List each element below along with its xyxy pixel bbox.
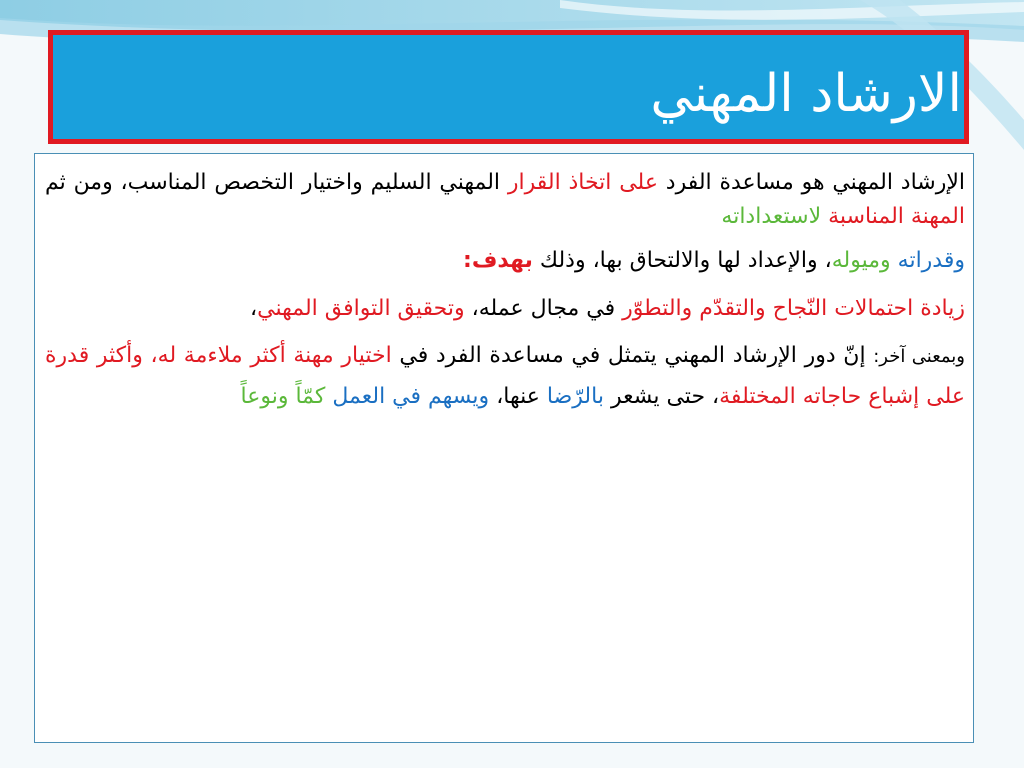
p2-text-b: في مجال عمله، [471, 296, 616, 321]
p3-text-e: ، حتى يشعر [610, 384, 720, 409]
p3-text-g: عنها، [496, 384, 540, 409]
p1-emphasis-aptitudes: لاستعداداته [721, 204, 822, 229]
p2-emphasis-success: زيادة احتمالات النّجاح والتقدّم والتطوّر [622, 296, 965, 321]
p3-emphasis-contribute: ويسهم في العمل [332, 384, 490, 409]
paragraph-definition [45, 166, 965, 278]
paragraph-meaning [45, 336, 965, 417]
paragraph-goal [45, 292, 965, 326]
p1-emphasis-inclinations: وميوله [831, 248, 891, 273]
p1-emphasis-profession: المهنة المناسبة [828, 204, 965, 229]
p3-emphasis-quantity-quality: كمّاً ونوعاً [240, 384, 326, 409]
p1-emphasis-abilities: وقدراته [897, 248, 965, 273]
page-title: الارشاد المهني [650, 64, 962, 124]
p2-emphasis-adjustment: وتحقيق التوافق المهني [257, 296, 465, 321]
p1-colon: : [463, 248, 472, 273]
p3-emphasis-satisfaction: بالرّضا [546, 384, 604, 409]
p1-emphasis-goal: بهدف [471, 248, 533, 273]
p1-text-d: واختيار التخصص المناسب، ومن ثم [45, 170, 363, 195]
p1-text-a: الإرشاد المهني هو مساعدة الفرد [665, 170, 966, 195]
title-bar [48, 30, 969, 144]
p3-emphasis-choice: اختيار مهنة أكثر ملاءمة له، [150, 343, 392, 368]
p3-emphasis-needs: وأكثر قدرة على إشباع حاجاته المختلفة [45, 343, 965, 409]
p1-line3 [45, 244, 965, 278]
p1-emphasis-decision: على اتخاذ القرار [507, 170, 658, 195]
p3-text-b: إنّ دور الإرشاد المهني يتمثل في مساعدة الفرد في [399, 343, 866, 368]
p2-comma: ، [250, 296, 258, 321]
content-box [34, 153, 974, 743]
p3-lead: وبمعنى آخر: [873, 346, 965, 367]
p1-text-e: ، والإعداد لها والالتحاق بها، وذلك [539, 248, 832, 273]
p1-text-c: المهني السليم [370, 170, 501, 195]
